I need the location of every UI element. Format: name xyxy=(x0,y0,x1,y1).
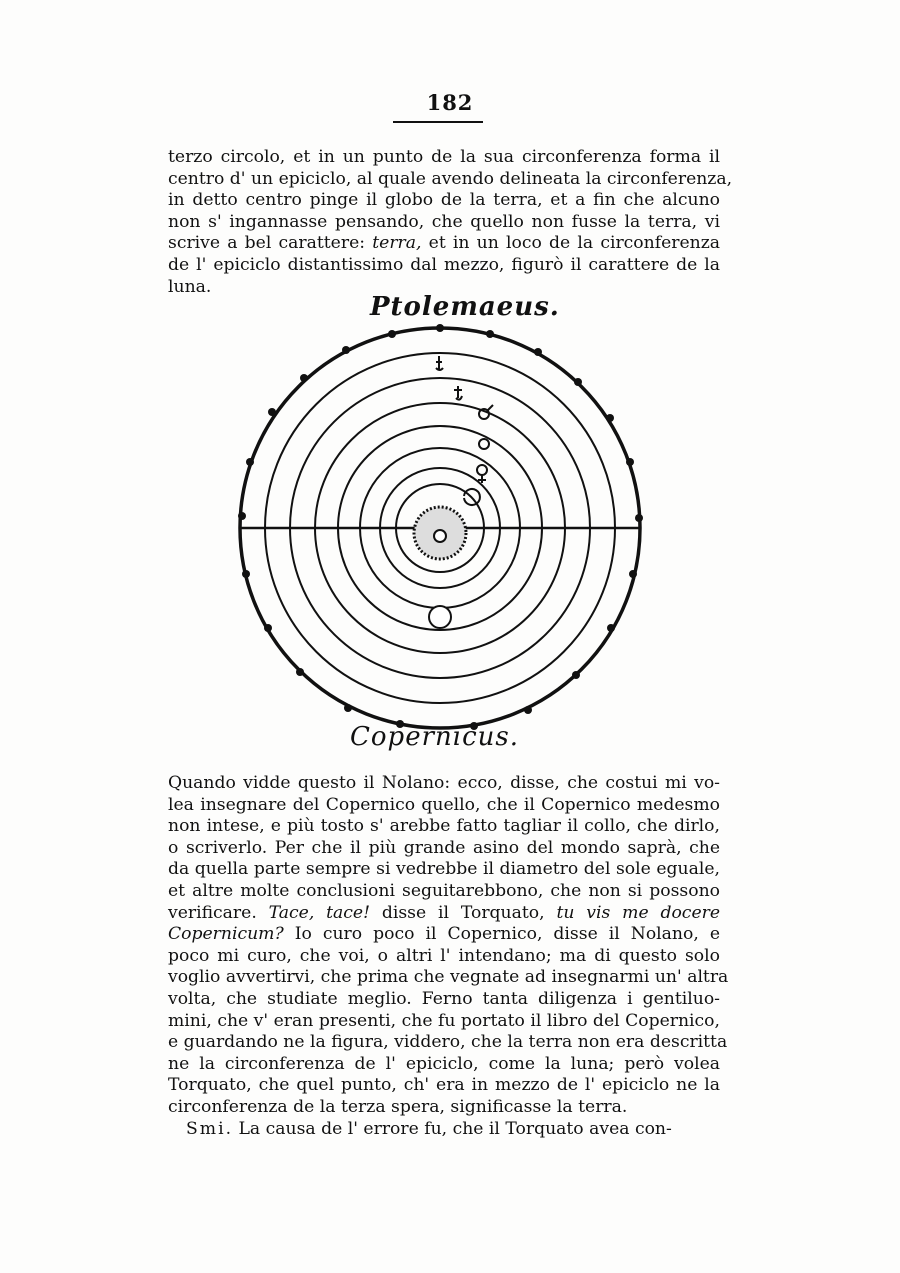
italic-phrase: Copernicum? xyxy=(168,924,284,945)
page-number: 182 xyxy=(426,90,474,115)
epicycle xyxy=(429,606,451,628)
text-line: poco mi curo, che voi, o altri l' intendano; ma di questo solo xyxy=(168,945,720,966)
text-line: in detto centro pinge il globo de la terra, et a fin che alcuno xyxy=(168,190,720,211)
earth-core xyxy=(434,530,446,542)
text-line xyxy=(168,903,720,925)
text-line: et altre molte conclusioni seguitarebbono, che non si possono xyxy=(168,880,720,901)
text-line: non intese, e più tosto s' arebbe fatto tagliar il collo, che dirlo, xyxy=(168,816,720,837)
text-segment: scrive a bel carattere: xyxy=(168,233,373,254)
cosmos-diagram xyxy=(228,290,668,760)
text-line: Quando vidde questo il Nolano: ecco, disse, che costui mi vo- xyxy=(168,773,720,793)
text-line: circonferenza de la terza spera, significasse la terra. xyxy=(168,1096,628,1117)
text-line: da quella parte sempre si vedrebbe il diametro del sole eguale, xyxy=(168,859,720,880)
text-line: o scriverlo. Per che il più grande asino del mondo saprà, che xyxy=(168,837,720,858)
figure-caption-ptolemaeus: Ptolemaeus. xyxy=(370,292,560,322)
text-line xyxy=(168,1119,720,1141)
text-line: mini, che v' eran presenti, che fu portato il libro del Copernico, xyxy=(168,1010,720,1031)
page-number-rule xyxy=(393,121,483,123)
paragraph-bottom xyxy=(168,773,729,1140)
text-segment: verificare. xyxy=(168,902,269,923)
text-line: voglio avvertirvi, che prima che vegnate ad insegnarmi un' altra xyxy=(168,967,729,988)
text-segment: disse il Torquato, xyxy=(370,902,557,923)
italic-word: terra, xyxy=(372,233,422,254)
text-line: non s' ingannasse pensando, che quello non fusse la terra, vi xyxy=(168,211,720,232)
figure-caption-copernicus: Copernicus. xyxy=(350,722,519,752)
text-line: de l' epiciclo distantissimo dal mezzo, figurò il carattere de la xyxy=(168,254,720,275)
paragraph-top xyxy=(168,147,733,298)
italic-phrase: tu vis me docere xyxy=(556,902,720,923)
text-line: terzo circolo, et in un punto de la sua circonferenza forma il xyxy=(168,147,720,167)
text-line xyxy=(168,233,720,255)
text-line: ne la circonferenza de l' epiciclo, come la luna; però volea xyxy=(168,1053,720,1074)
text-line: luna. xyxy=(168,276,212,297)
text-line: lea insegnare del Copernico quello, che il Copernico medesmo xyxy=(168,794,720,815)
text-line: volta, che studiate meglio. Ferno tanta diligenza i gentiluo- xyxy=(168,988,720,1009)
text-line: e guardando ne la figura, viddero, che la terra non era descritta xyxy=(168,1032,728,1053)
italic-phrase: Tace, tace! xyxy=(268,902,370,923)
text-line: Torquato, che quel punto, ch' era in mezzo de l' epiciclo ne la xyxy=(168,1075,720,1096)
text-segment: et in un loco de la circonferenza xyxy=(421,233,720,254)
text-line xyxy=(168,924,720,946)
text-line: centro d' un epiciclo, al quale avendo delineata la circonferenza, xyxy=(168,168,733,189)
text-segment: La causa de l' errore fu, che il Torquato avea con- xyxy=(233,1118,672,1139)
text-segment: Io curo poco il Copernico, disse il Nolano, e xyxy=(283,924,720,945)
speaker-label: Smi. xyxy=(186,1118,234,1139)
